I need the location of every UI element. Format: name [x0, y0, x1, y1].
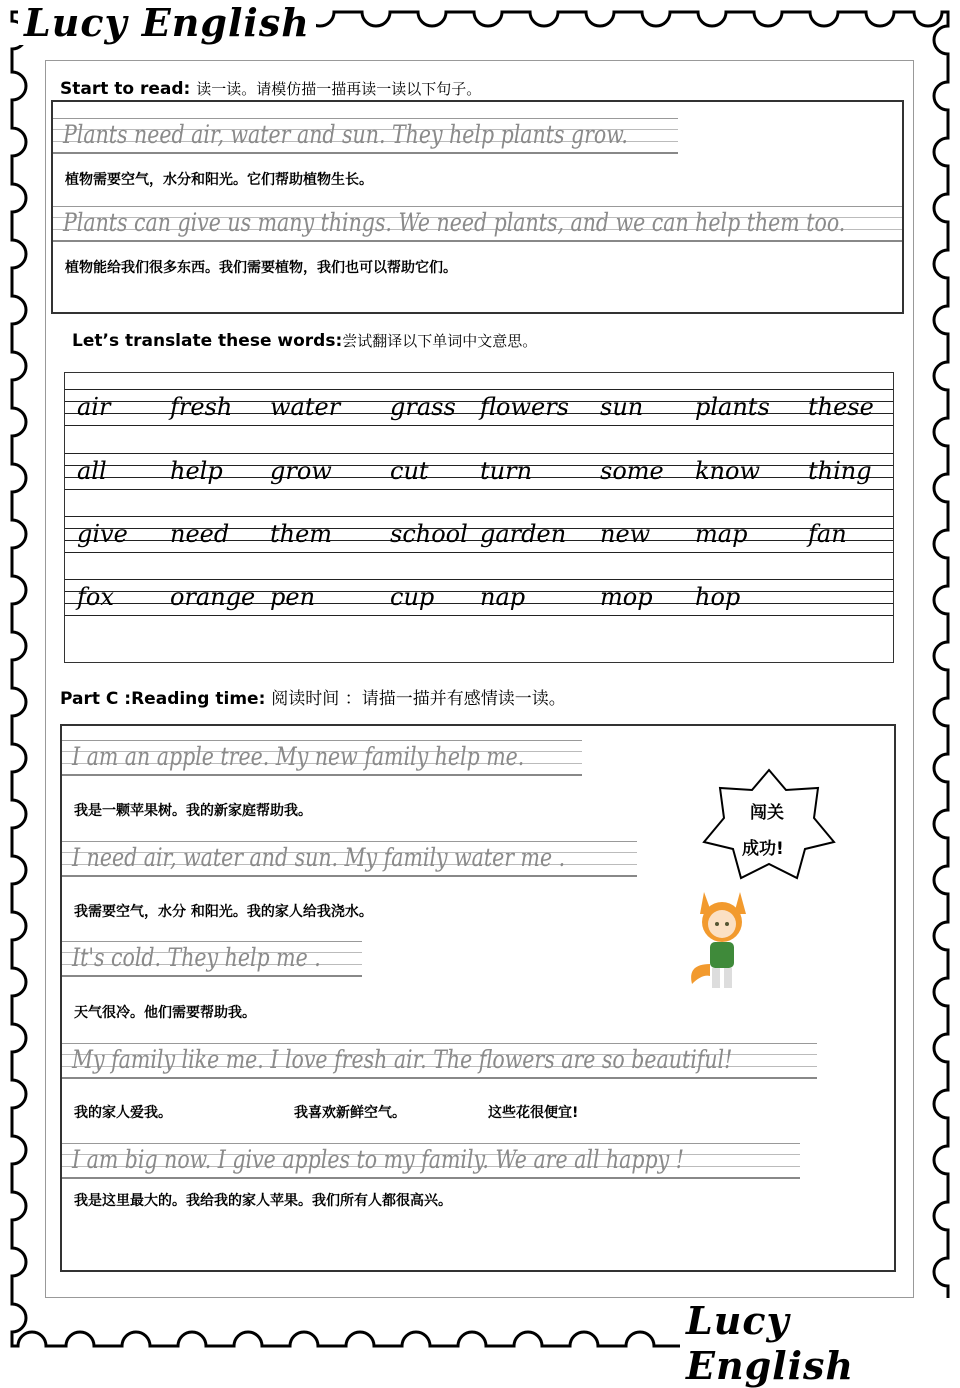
trace-text: Plants need air, water and sun. They help plants grow.: [63, 120, 628, 149]
logo-bottom: Lucy English: [680, 1298, 960, 1388]
translation-text: 我是这里最大的。我给我的家人苹果。我们所有人都很高兴。: [74, 1193, 452, 1209]
vocab-word: mop: [600, 583, 653, 611]
trace-line: [62, 941, 362, 975]
trace-text: Plants can give us many things. We need plants, and we can help them too.: [63, 208, 846, 237]
vocab-word: turn: [480, 457, 533, 485]
vocab-word: fox: [77, 583, 114, 611]
fox-character-illustration: [682, 884, 762, 994]
word-row: [65, 516, 893, 552]
trace-line: [53, 118, 678, 152]
vocab-word: school: [390, 520, 468, 548]
section-b-title-en: Let’s translate these words:: [72, 331, 343, 351]
section-c-title-cn: 阅读时间 ：请描一描并有感情读一读。: [271, 689, 566, 709]
translation-text: 这些花很便宜!: [488, 1105, 579, 1121]
vocab-word: all: [77, 457, 107, 485]
trace-line: [62, 740, 582, 774]
logo-top: Lucy English: [18, 0, 316, 45]
vocab-word: cup: [390, 583, 435, 611]
vocab-word: sun: [600, 393, 644, 421]
success-badge-star: [702, 766, 837, 886]
vocab-word: need: [170, 520, 230, 548]
trace-text: I am big now. I give apples to my family. We are all happy !: [72, 1145, 684, 1174]
vocab-word: fresh: [170, 393, 233, 421]
trace-line: [62, 841, 637, 875]
section-c-box: [60, 724, 896, 1272]
trace-text: My family like me. I love fresh air. The flowers are so beautiful!: [72, 1045, 733, 1074]
vocab-word: cut: [390, 457, 429, 485]
vocab-word: new: [600, 520, 651, 548]
vocab-word: thing: [808, 457, 872, 485]
word-row: [65, 389, 893, 425]
vocab-word: hop: [695, 583, 741, 611]
vocab-word: these: [808, 393, 874, 421]
translation-text: 天气很冷。他们需要帮助我。: [74, 1005, 256, 1021]
vocab-word: help: [170, 457, 223, 485]
section-b-title: [72, 330, 537, 351]
vocab-word: grass: [390, 393, 456, 421]
word-table: [64, 372, 894, 663]
section-a-title: [60, 78, 481, 99]
trace-line: [62, 1143, 800, 1177]
vocab-word: map: [695, 520, 748, 548]
vocab-word: plants: [695, 393, 770, 421]
translation-text: 我的家人爱我。: [74, 1105, 172, 1121]
translation-text: 我是一颗苹果树。我的新家庭帮助我。: [74, 803, 312, 819]
trace-line: [62, 1043, 817, 1077]
vocab-word: flowers: [480, 393, 569, 421]
vocab-word: orange: [170, 583, 256, 611]
word-row: [65, 579, 893, 615]
vocab-word: pen: [270, 583, 316, 611]
vocab-word: nap: [480, 583, 526, 611]
vocab-word: grow: [270, 457, 332, 485]
trace-text: I need air, water and sun. My family water me .: [72, 843, 566, 872]
trace-text: It's cold. They help me .: [72, 943, 321, 972]
vocab-word: air: [77, 393, 111, 421]
translation-text: 我喜欢新鲜空气。: [294, 1105, 406, 1121]
translation-text: 植物需要空气，水分和阳光。它们帮助植物生长。: [65, 172, 373, 188]
translation-text: 我需要空气，水分 和阳光。我的家人给我浇水。: [74, 904, 373, 920]
trace-line: [53, 206, 902, 240]
badge-text-1: 闯关: [750, 803, 784, 823]
vocab-word: water: [270, 393, 341, 421]
vocab-word: give: [77, 520, 128, 548]
section-a-title-cn: 读一读。请模仿描一描再读一读以下句子。: [196, 80, 482, 98]
section-a-title-en: Start to read:: [60, 79, 191, 99]
badge-text-2: 成功!: [742, 839, 784, 859]
translation-text: 植物能给我们很多东西。我们需要植物，我们也可以帮助它们。: [65, 260, 457, 276]
vocab-word: them: [270, 520, 333, 548]
section-a-box: [51, 100, 904, 314]
vocab-word: fan: [808, 520, 847, 548]
section-b-title-cn: 尝试翻译以下单词中文意思。: [342, 332, 538, 350]
section-c-title: [60, 684, 566, 709]
word-row: [65, 453, 893, 489]
trace-text: I am an apple tree. My new family help me.: [72, 742, 525, 771]
vocab-word: know: [695, 457, 760, 485]
vocab-word: garden: [480, 520, 567, 548]
section-c-title-en: Part C :Reading time:: [60, 689, 266, 709]
vocab-word: some: [600, 457, 664, 485]
